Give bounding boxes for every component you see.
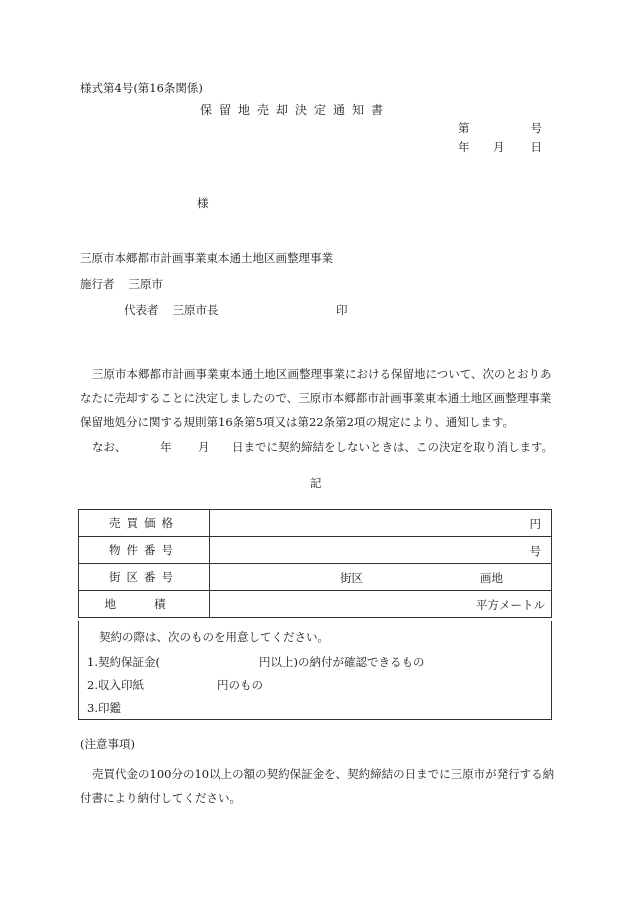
table-row xyxy=(79,564,552,591)
date-day: 日 xyxy=(530,140,542,154)
ki-heading: 記 xyxy=(310,476,322,490)
row-value-property-number xyxy=(210,537,552,564)
sale-details-table xyxy=(78,509,552,618)
unit-square-meter: 平方メートル xyxy=(476,598,545,612)
executor-value: 三原市 xyxy=(128,277,163,291)
row-value-price xyxy=(210,510,552,537)
requirements-intro: 契約の際は、次のものを用意してください。 xyxy=(99,630,329,644)
row-value-area xyxy=(210,591,552,618)
row-label-property-number: 物件番号 xyxy=(79,537,210,564)
caution-heading: (注意事項) xyxy=(80,737,135,751)
requirement-stamp: 2.収入印紙 xyxy=(87,678,144,692)
unit-block: 街区 xyxy=(340,571,363,585)
deadline-year: 年 xyxy=(160,440,172,454)
date-year: 年 xyxy=(458,140,470,154)
table-row xyxy=(79,537,552,564)
row-label-price: 売買価格 xyxy=(79,510,210,537)
deadline-rest: 日までに契約締結をしないときは、この決定を取り消します。 xyxy=(232,440,554,454)
requirement-deposit: 1.契約保証金( xyxy=(87,655,160,669)
executor xyxy=(80,276,163,292)
unit-go: 号 xyxy=(529,544,541,558)
row-label-area: 地積 xyxy=(79,591,210,618)
date-month: 月 xyxy=(493,140,505,154)
unit-yen: 円 xyxy=(529,517,541,531)
document-date xyxy=(458,139,542,155)
document-number-prefix: 第 xyxy=(458,121,470,135)
row-label-block-number: 街区番号 xyxy=(79,564,210,591)
deadline-sentence xyxy=(80,439,560,455)
executor-label: 施行者 xyxy=(80,277,115,291)
addressee: 様 xyxy=(197,196,209,210)
representative xyxy=(124,302,348,318)
unit-lot: 画地 xyxy=(480,571,503,585)
requirement-deposit-tail: 円以上)の納付が確認できるもの xyxy=(259,655,425,669)
table-row xyxy=(79,591,552,618)
document-number xyxy=(458,120,542,136)
notice-body: 三原市本郷都市計画事業東本通土地区画整理事業における保留地について、次のとおりあなたに売却することに決定しましたので、三原市本郷都市計画事業東本通土地区画整理事業保留地処分に関する規則第16条第5項又は第22条第2項の規定により、通知します。 xyxy=(80,367,552,429)
table-row xyxy=(79,510,552,537)
form-label: 様式第4号(第16条関係) xyxy=(80,81,203,95)
row-value-block-number xyxy=(210,564,552,591)
document-number-suffix: 号 xyxy=(530,121,542,135)
representative-value: 三原市長 xyxy=(172,303,219,317)
document-title: 保留地売却決定通知書 xyxy=(200,103,391,117)
deadline-prefix: なお、 xyxy=(92,440,127,454)
requirement-stamp-tail: 円のもの xyxy=(217,678,263,692)
requirement-seal: 3.印鑑 xyxy=(87,701,121,715)
deadline-month: 月 xyxy=(198,440,210,454)
representative-label: 代表者 xyxy=(124,303,159,317)
contract-requirements-box xyxy=(78,621,552,720)
project-name: 三原市本郷都市計画事業東本通土地区画整理事業 xyxy=(80,251,333,265)
caution-body: 売買代金の100分の10以上の額の契約保証金を、契約締結の日までに三原市が発行する納付書により納付してください。 xyxy=(80,767,555,805)
seal-mark: 印 xyxy=(336,303,348,317)
